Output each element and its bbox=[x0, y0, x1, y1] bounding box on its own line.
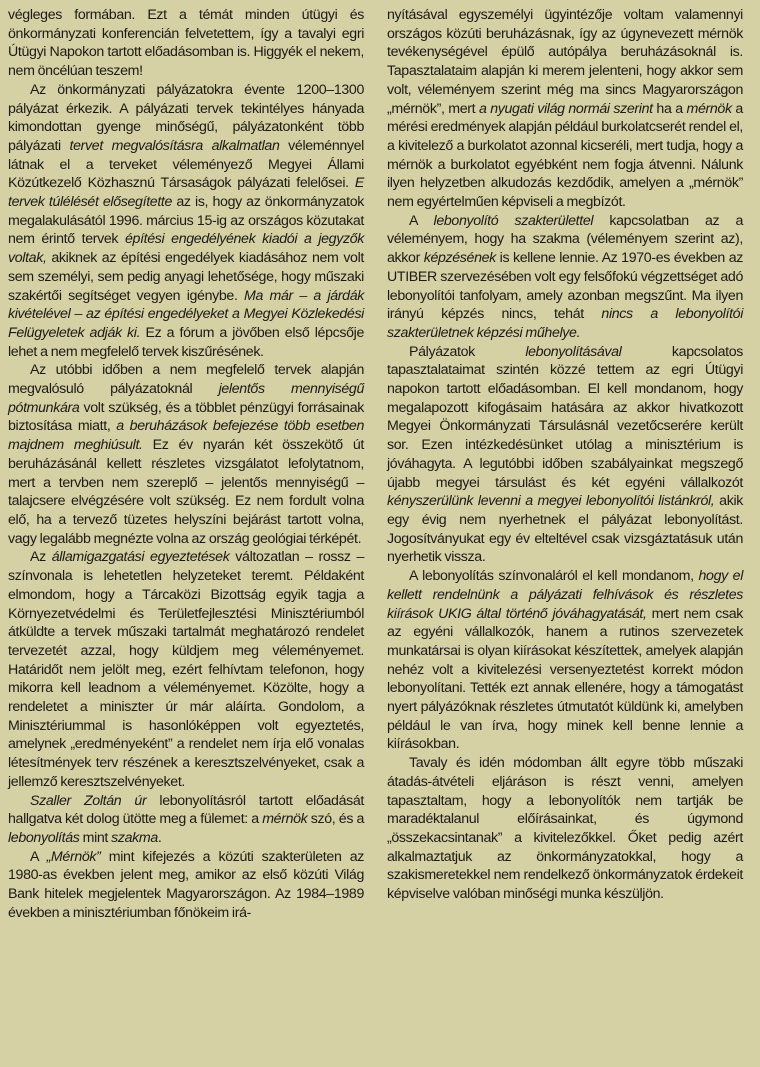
text-run: is kellene lennie. Az 1970-es években az UTIBER szervezésében volt egy felsőfokú végzettséget adó lebonyolítói tanfolyam, amely azonban megszűnt. Ma ilyen irányú képzés nincs, tehát bbox=[387, 250, 743, 323]
emphasized-text: lebonyolítás bbox=[8, 829, 80, 846]
paragraph bbox=[387, 6, 743, 212]
text-run: lebonyolításról tartott előadását hallgatva két dolog ütötte meg a fülemet: a bbox=[8, 792, 364, 828]
emphasized-text: mérnök bbox=[262, 811, 308, 828]
paragraph bbox=[8, 6, 364, 81]
text-run: szó, és a bbox=[307, 811, 364, 828]
text-run: kapcsolatos tapasztalataimat szintén közzé tettem az egri Útügyi napokon tartott előadásomban. El kell mondanom, hogy megalapozott kifogásaim hatására az akkor hivatkozott Megyei Önkormányzati Társulásnál vezetőcserére került sor. Ezen intézkedésünket utólag a minisztérium is jóváhagyta. A legutóbbi időben szabályainkat megszegő újabb megyei társulást és két egyéni vállalkozót bbox=[387, 343, 743, 491]
emphasized-text: E tervek túlélését elősegítette bbox=[8, 175, 364, 211]
left-column bbox=[8, 6, 364, 1067]
emphasized-text: képzésének bbox=[423, 250, 496, 267]
emphasized-text: mérnök bbox=[686, 100, 732, 117]
text-run: volt szükség, és a többlet pénzügyi forrásainak biztosítása miatt, bbox=[8, 399, 364, 435]
emphasized-text: lebonyolító szakterülettel bbox=[433, 212, 594, 229]
text-run: . bbox=[157, 829, 162, 846]
emphasized-text: hogy el kellett rendelnünk a pályázati felhívások és részletes kiírások UKIG által történő jóváhagyatását, bbox=[387, 568, 743, 622]
emphasized-text: építési engedélyének kiadói a jegyzők voltak, bbox=[8, 231, 364, 267]
emphasized-text: nincs a lebonyolítói szakterületnek képzési műhelye. bbox=[387, 306, 744, 341]
emphasized-text: államigazgatási egyeztetések bbox=[51, 549, 230, 566]
emphasized-text: a beruházások befejezése több esetben majdnem meghiúsult. bbox=[8, 418, 365, 454]
emphasized-text: Ma már – a járdák kivételével – az építési engedélyeket a Megyei Közlekedési Felügyeletek adják ki. bbox=[8, 287, 364, 341]
text-run: mint bbox=[79, 829, 112, 846]
paragraph bbox=[8, 548, 364, 791]
paragraph bbox=[8, 848, 364, 923]
text-run: Ez a fórum a jövőben első lépcsője lehet a nem megfelelő tervek kiszűrésének. bbox=[8, 324, 364, 360]
text-run: A bbox=[409, 212, 434, 229]
text-run: változatlan – rossz – színvonala is lehetetlen helyzeteket teremt. Példaként elmondom, hogy a Tárcaközi Bizottság egyik tagja a Környezetvédelmi és Területfejlesztési Minisztériumból átküldte a tervek műszaki tartalmát meghatározó rendelet tervezetét azzal, hogy küldjem meg véleményemet. Határidőt nem jelölt meg, ezért felhívtam telefonon, hogy mikorra kell leadnom a véleményemet. Közölte, hogy a rendeletet a miniszter úr már aláírta. Gondolom, a Minisztériummal is hasonlóképpen volt egyeztetés, amelynek „eredményeként” a rendelet nem írja elő vonalas létesítmények terv részének a keresztszelvényeket, csak a jellemző keresztszelvényeket. bbox=[8, 549, 364, 790]
text-run: nyításával egyszemélyi ügyintézője voltam valamennyi országos közúti beruházásnak, így az úgynevezett mérnök tevékenységével épülő autópálya beruházásoknál is. Tapasztalataim alapján ki merem jelenteni, hogy akkor sem volt, véleményem szerint még ma sincs Magyarországon „mérnök”, mert bbox=[387, 7, 743, 117]
text-run: mint kifejezés a közúti szakterületen az 1980-as években jelent meg, amikor az első közúti Világ Bank hitelek megjelentek Magyarországon. Az 1984–1989 években a minisztériumban főnökeim irá- bbox=[8, 848, 364, 921]
text-run: A bbox=[30, 848, 47, 865]
text-run: az is, hogy az önkormányzatok megalakulásától 1996. március 15-ig az országos közutakat nem érintő tervek bbox=[8, 194, 364, 248]
emphasized-text: lebonyolításával bbox=[525, 343, 622, 360]
emphasized-text: a nyugati világ normái szerint bbox=[478, 100, 653, 117]
emphasized-text: szakma bbox=[111, 829, 158, 846]
right-column bbox=[387, 6, 743, 1067]
paragraph bbox=[8, 361, 364, 548]
text-run: Ez év nyarán két összekötő út beruházásánál kellett részletes vizsgálatot lefolytatnom, mert a tervben nem szereplő – jelentős mennyiségű – talajcsere elvégzésére volt szükség. Ez nem fordult volna elő, ha a tervező tüzetes helyszíni bejárást tartott volna, vagy legalább megnézte volna az ország geológiai térképét. bbox=[8, 437, 364, 547]
text-run: kapcsolatban az a véleményem, hogy ha szakma (véleményem szerint az), akkor bbox=[387, 212, 743, 267]
emphasized-text: „Mérnök” bbox=[46, 848, 101, 865]
paragraph bbox=[8, 81, 364, 362]
text-run: Az önkormányzati pályázatokra évente 1200–1300 pályázat érkezik. A pályázati tervek tekintélyes hányada kimondottan gyenge minőségű, pályázatonként több pályázati bbox=[8, 81, 364, 154]
paragraph bbox=[387, 212, 743, 343]
text-run: Pályázatok bbox=[409, 343, 526, 360]
paragraph bbox=[8, 792, 364, 848]
text-run: akik egy évig nem nyerhetnek el pályázat lebonyolítást. Jogosítványukat egy év elteltével csak vizsgáztatásuk után nyerhetik vissza. bbox=[387, 493, 744, 566]
emphasized-text: Szaller Zoltán úr bbox=[30, 792, 147, 809]
paragraph bbox=[387, 343, 743, 567]
emphasized-text: jelentős mennyiségű pótmunkára bbox=[8, 381, 364, 416]
emphasized-text: kényszerülünk levenni a megyei lebonyolítói listánkról, bbox=[387, 493, 715, 510]
emphasized-text: tervet megvalósításra alkalmatlan bbox=[69, 137, 280, 154]
text-run: akiknek az építési engedélyek kiadásához nem volt sem személyi, sem pedig anyagi lehetősége, hogy műszaki szakértői segítséget vegyen igénybe. bbox=[8, 250, 364, 304]
text-run: mert nem csak az egyéni vállalkozók, hanem a rutinos szervezetek munkatársai is olyan kiírásokat készítettek, amelyek alapján nehéz volt a kivitelezési versenyeztetést korrekt módon lebonyolítani. Tették ezt annak ellenére, hogy a támogatást nyert pályázóknak részletes útmutatót küldünk ki, amelyben például le van írva, hogy minek kell benne lennie a kiírásokban. bbox=[387, 605, 743, 753]
paragraph bbox=[387, 567, 743, 754]
text-run: Az bbox=[30, 549, 52, 566]
text-run: Tavaly és idén módomban állt egyre több műszaki átadás-átvételi eljáráson is részt venni, amelyen tapasztaltam, hogy a lebonyolítók nem tartják be maradéktalanul előírásainkat, és úgymond „összekacsintanak” a kivitelezőkkel. Őket pedig azért alkalmaztatjuk az önkormányzatokkal, hogy a szakismeretekkel nem rendelkező önkormányzatok érdekeit képviselve valóban minőségi munka készüljön. bbox=[387, 755, 743, 903]
text-run: végleges formában. Ezt a témát minden útügyi és önkormányzati konferencián felvetettem, így a tavalyi egri Útügyi Napokon tartott előadásomban is. Higgyék el nekem, nem öncélúan teszem! bbox=[8, 7, 364, 80]
text-run: véleménnyel látnak el a terveket véleményező Megyei Állami Közútkezelő Közhasznú Társaságok pályázati felelősei. bbox=[8, 137, 364, 192]
text-run: A lebonyolítás színvonaláról el kell mondanom, bbox=[409, 568, 699, 585]
text-run: Az utóbbi időben a nem megfelelő tervek alapján megvalósuló pályázatoknál bbox=[8, 362, 364, 398]
paragraph bbox=[387, 754, 743, 904]
text-run: ha a bbox=[652, 100, 687, 117]
text-run: a mérési eredmények alapján például burkolatcserét rendel el, a kivitelező a burkolatot azonnal kicseréli, mert tudja, hogy a mérnök a burkolatot egyébként nem fogja átvenni. Nálunk ilyen helyzetben alkudozás kezdődik, amelyen a „mérnök” nem egyértelműen képviseli a megbízót. bbox=[387, 100, 743, 211]
